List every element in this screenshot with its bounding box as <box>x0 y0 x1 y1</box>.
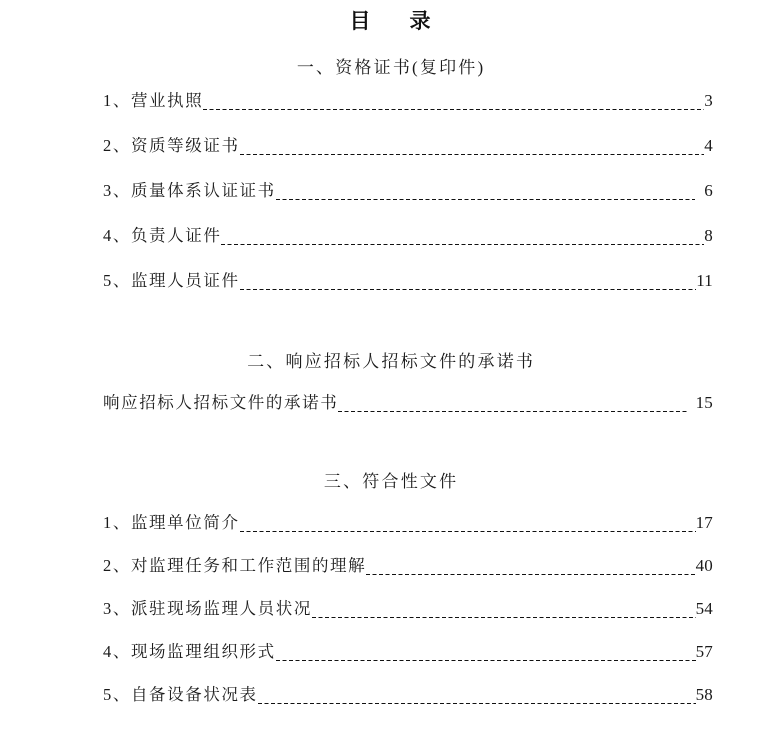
toc-entry-page: 11 <box>696 271 713 290</box>
toc-entry-label: 2、对监理任务和工作范围的理解 <box>103 556 367 575</box>
toc-leader <box>240 154 705 155</box>
toc-entry-label: 4、现场监理组织形式 <box>103 642 276 661</box>
toc-leader <box>276 660 696 661</box>
toc-entry-page: 40 <box>695 556 713 575</box>
page-title: 目 录 <box>349 9 440 33</box>
toc-leader <box>203 109 704 110</box>
toc-entry-page: 57 <box>695 642 713 661</box>
toc-entry-label: 响应招标人招标文件的承诺书 <box>103 393 339 412</box>
toc-entry[interactable] <box>103 682 713 708</box>
toc-leader <box>276 199 696 200</box>
toc-entry-label: 2、资质等级证书 <box>103 136 240 155</box>
toc-entry-page: 15 <box>695 393 713 412</box>
toc-entry[interactable] <box>103 639 713 665</box>
toc-entry[interactable] <box>103 178 713 204</box>
toc-entry[interactable] <box>103 268 713 294</box>
toc-entry-page: 58 <box>695 685 713 704</box>
toc-entry[interactable] <box>103 88 713 114</box>
toc-entry-label: 1、监理单位简介 <box>103 513 240 532</box>
toc-entry[interactable] <box>103 596 713 622</box>
toc-entry[interactable] <box>103 390 713 416</box>
toc-entry-page: 4 <box>704 136 713 155</box>
toc-entry[interactable] <box>103 223 713 249</box>
toc-entry-page: 54 <box>695 599 713 618</box>
toc-leader <box>338 411 686 412</box>
toc-leader <box>312 617 696 618</box>
toc-leader <box>240 531 696 532</box>
toc-entry[interactable] <box>103 553 713 579</box>
toc-entry[interactable] <box>103 133 713 159</box>
toc-entry-label: 4、负责人证件 <box>103 226 222 245</box>
toc-entry[interactable] <box>103 510 713 536</box>
toc-entry-label: 3、质量体系认证证书 <box>103 181 276 200</box>
toc-leader <box>221 244 704 245</box>
section-heading-3: 三、符合性文件 <box>323 472 459 491</box>
toc-entry-page: 3 <box>704 91 713 110</box>
section-heading-2: 二、响应招标人招标文件的承诺书 <box>247 352 536 371</box>
toc-leader <box>366 574 695 575</box>
toc-leader <box>258 703 696 704</box>
toc-entry-label: 3、派驻现场监理人员状况 <box>103 599 312 618</box>
section-heading-1: 一、资格证书(复印件) <box>296 58 486 77</box>
toc-entry-label: 5、自备设备状况表 <box>103 685 258 704</box>
toc-leader <box>240 289 697 290</box>
toc-entry-page: 17 <box>695 513 713 532</box>
toc-entry-page: 8 <box>704 226 713 245</box>
toc-entry-label: 5、监理人员证件 <box>103 271 240 290</box>
toc-entry-page: 6 <box>704 181 713 200</box>
toc-entry-label: 1、营业执照 <box>103 91 204 110</box>
